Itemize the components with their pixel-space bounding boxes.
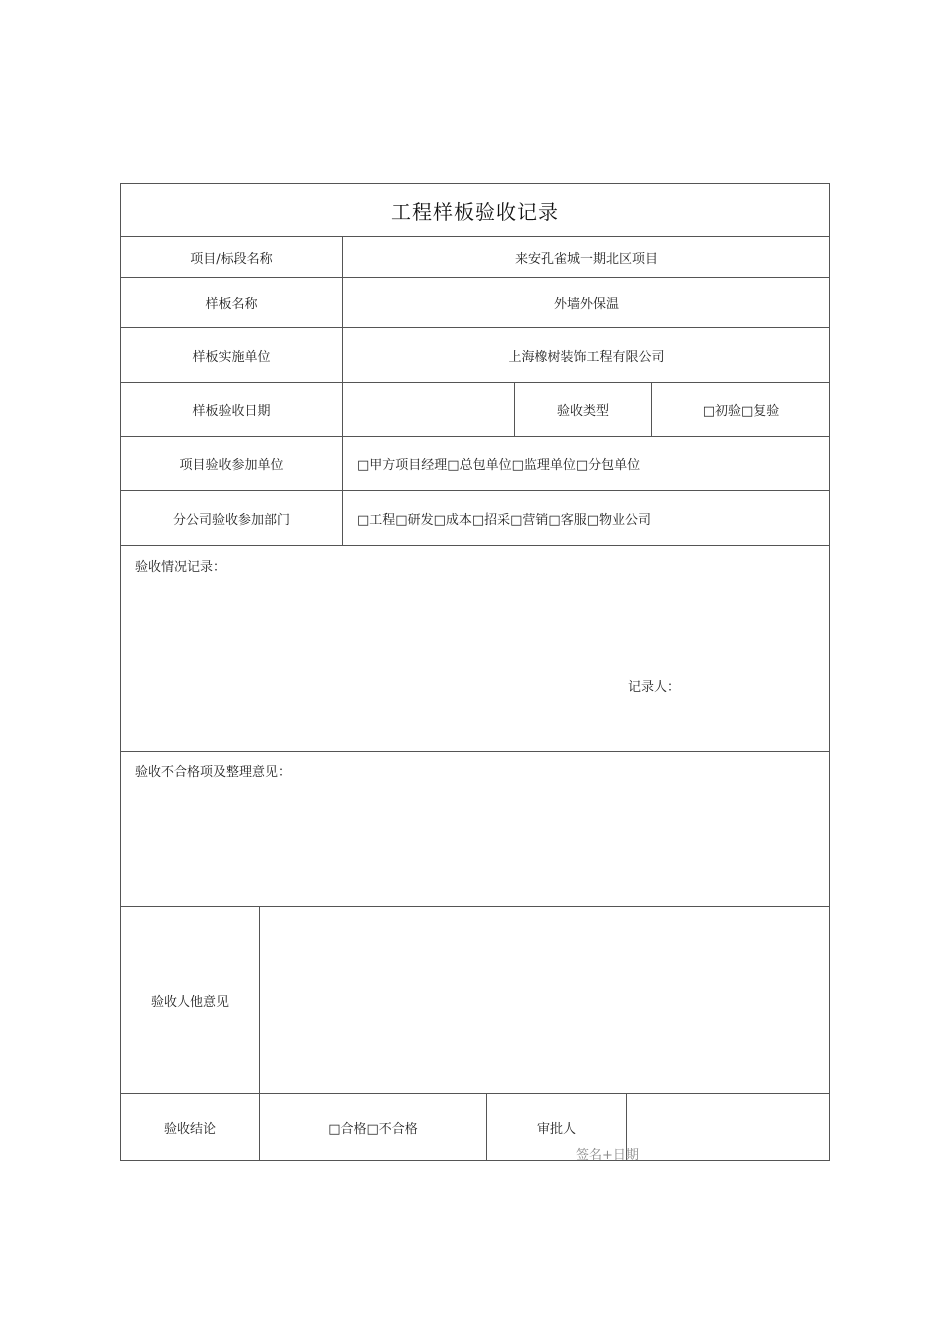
others-value[interactable] xyxy=(259,907,830,1093)
date-value[interactable] xyxy=(342,383,514,436)
inspection-type-options[interactable]: □初验□复验 xyxy=(651,383,830,436)
defects-block[interactable] xyxy=(121,752,829,907)
sample-label: 样板名称 xyxy=(205,297,258,312)
sign-date-label: 签名+日期 xyxy=(576,1148,639,1163)
others-row xyxy=(121,907,829,1094)
project-value[interactable]: 来安孔雀城一期北区项目 xyxy=(342,237,830,277)
project-row xyxy=(121,237,829,278)
contractor-row xyxy=(121,328,829,383)
recorder-label: 记录人： xyxy=(628,680,681,695)
conclusion-row xyxy=(121,1094,829,1160)
project-label: 项目/标段名称 xyxy=(190,251,273,267)
record-label: 验收情况记录： xyxy=(135,560,227,575)
project-units-label: 项目验收参加单位 xyxy=(179,458,284,473)
branch-depts-label: 分公司验收参加部门 xyxy=(172,512,290,528)
conclusion-label: 验收结论 xyxy=(163,1121,216,1137)
project-units-options[interactable]: □甲方项目经理□总包单位□监理单位□分包单位 xyxy=(342,437,830,490)
form-title: 工程样板验收记录 xyxy=(391,199,559,224)
approver-value[interactable] xyxy=(626,1094,830,1160)
date-label: 样板验收日期 xyxy=(192,404,271,419)
project-units-row xyxy=(121,437,829,491)
branch-depts-row xyxy=(121,491,829,546)
defects-label: 验收不合格项及整理意见： xyxy=(135,765,292,780)
branch-depts-options[interactable]: □工程□研发□成本□招采□营销□客服□物业公司 xyxy=(342,491,830,545)
title-row xyxy=(121,184,829,237)
approver-label: 审批人 xyxy=(486,1094,626,1160)
sample-value[interactable]: 外墙外保温 xyxy=(342,278,830,327)
sample-row xyxy=(121,278,829,328)
inspection-form xyxy=(120,183,830,1161)
inspection-type-label: 验收类型 xyxy=(514,383,651,436)
contractor-value[interactable]: 上海橡树装饰工程有限公司 xyxy=(342,328,830,382)
others-label: 验收人他意见 xyxy=(150,994,229,1010)
conclusion-options[interactable]: □合格□不合格 xyxy=(259,1094,486,1160)
record-block[interactable] xyxy=(121,546,829,752)
date-row xyxy=(121,383,829,437)
contractor-label: 样板实施单位 xyxy=(192,349,271,365)
